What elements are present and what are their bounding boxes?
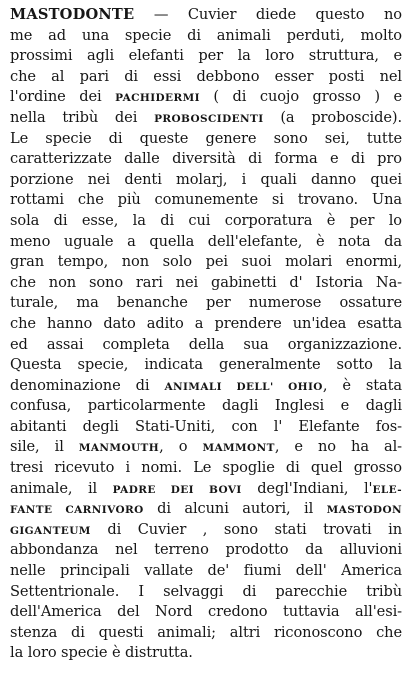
text-run: abbondanza nel terreno prodotto da alluvioni xyxy=(10,541,402,559)
small-caps-term: MAMMONT xyxy=(202,442,275,455)
small-caps-term: PADRE DEI BOVI xyxy=(112,483,242,496)
small-caps-term: ANIMALI DELL' OHIO xyxy=(164,380,323,393)
text-run: abitanti degli Stati-Uniti, con l' Elefante fos- xyxy=(10,417,402,435)
text-line xyxy=(10,293,402,314)
text-line xyxy=(10,623,402,644)
text-run: prossimi agli elefanti per la loro struttura, e xyxy=(10,47,402,65)
article-text-block xyxy=(10,5,402,664)
text-line xyxy=(10,5,402,26)
text-line xyxy=(10,170,402,191)
text-line xyxy=(10,108,402,129)
text-run: la loro specie è distrutta. xyxy=(10,644,193,662)
text-run: sola di esse, la di cui corporatura è per lo xyxy=(10,211,402,229)
text-run: di Cuvier , sono stati trovati in xyxy=(90,520,402,538)
text-run: ed assai completa della sua organizzazione. xyxy=(10,335,402,353)
text-run: Le specie di queste genere sono sei, tutte xyxy=(10,129,402,147)
text-run: di alcuni autori, il xyxy=(143,500,327,518)
text-line xyxy=(10,67,402,88)
text-line xyxy=(10,376,402,397)
small-caps-term: MASTODON xyxy=(326,504,402,517)
text-line xyxy=(10,129,402,150)
text-line xyxy=(10,417,402,438)
text-run: Settentrionale. I selvaggi di parecchie tribù xyxy=(10,582,402,600)
text-run: confusa, particolarmente dagli Inglesi e dagli xyxy=(10,397,402,415)
text-line xyxy=(10,520,402,541)
text-run: nella tribù dei xyxy=(10,108,155,126)
text-run: porzione nei denti molarj, i quali danno quei xyxy=(10,170,402,188)
text-line xyxy=(10,643,402,664)
text-run: (a proboscide). xyxy=(263,108,402,126)
small-caps-term: PACHIDERMI xyxy=(115,92,200,105)
entry-headword: MASTODONTE xyxy=(10,6,135,23)
text-run: ( di cuojo grosso ) e xyxy=(199,88,402,106)
small-caps-term: GIGANTEUM xyxy=(10,524,91,537)
text-line xyxy=(10,335,402,356)
small-caps-term: MANMOUTH xyxy=(78,442,160,455)
text-run: — Cuvier diede questo no xyxy=(134,6,402,23)
text-run: che non sono rari nei gabinetti d' Istoria Na- xyxy=(10,273,402,291)
text-run: me ad una specie di animali perduti, molto xyxy=(10,26,402,44)
text-line xyxy=(10,479,402,500)
text-line xyxy=(10,602,402,623)
text-line xyxy=(10,149,402,170)
text-run: nelle principali vallate de' fiumi dell' America xyxy=(10,562,402,580)
text-line xyxy=(10,582,402,603)
text-line xyxy=(10,252,402,273)
text-run: turale, ma benanche per numerose ossature xyxy=(10,294,402,312)
text-run: stenza di questi animali; altri riconoscono che xyxy=(10,623,402,641)
text-line xyxy=(10,26,402,47)
text-line xyxy=(10,87,402,108)
text-line xyxy=(10,232,402,253)
text-line xyxy=(10,437,402,458)
small-caps-term: PROBOSCIDENTI xyxy=(154,112,264,125)
text-line xyxy=(10,396,402,417)
text-run: caratterizzate dalle diversità di forma e di pro xyxy=(10,150,402,168)
text-run: , è stata xyxy=(322,376,402,394)
text-line xyxy=(10,499,402,520)
text-line xyxy=(10,211,402,232)
text-run: gran tempo, non solo pei suoi molari enormi, xyxy=(10,253,402,271)
text-run: sile, il xyxy=(10,438,79,456)
text-line xyxy=(10,46,402,67)
text-run: animale, il xyxy=(10,479,113,497)
text-run: Questa specie, indicata generalmente sotto la xyxy=(10,356,402,374)
text-run: l'ordine dei xyxy=(10,88,116,106)
text-run: tresi ricevuto i nomi. Le spoglie di quel grosso xyxy=(10,459,402,477)
text-run: che hanno dato adito a prendere un'idea esatta xyxy=(10,314,402,332)
text-line xyxy=(10,561,402,582)
text-line xyxy=(10,314,402,335)
text-line xyxy=(10,190,402,211)
text-run: denominazione di xyxy=(10,376,165,394)
text-run: dell'America del Nord credono tuttavia all'esi- xyxy=(10,603,402,621)
small-caps-term: FANTE CARNIVORO xyxy=(10,504,144,517)
small-caps-term: ELE- xyxy=(372,483,403,496)
text-line xyxy=(10,540,402,561)
text-line xyxy=(10,273,402,294)
text-line xyxy=(10,355,402,376)
text-run: rottami che più comunemente si trovano. Una xyxy=(10,191,402,209)
text-line xyxy=(10,458,402,479)
text-run: meno uguale a quella dell'elefante, è nota da xyxy=(10,232,402,250)
text-run: degl'Indiani, l' xyxy=(241,479,373,497)
text-run: che al pari di essi debbono esser posti nel xyxy=(10,67,402,85)
text-run: , o xyxy=(159,438,203,456)
text-run: , e no ha al- xyxy=(274,438,402,456)
